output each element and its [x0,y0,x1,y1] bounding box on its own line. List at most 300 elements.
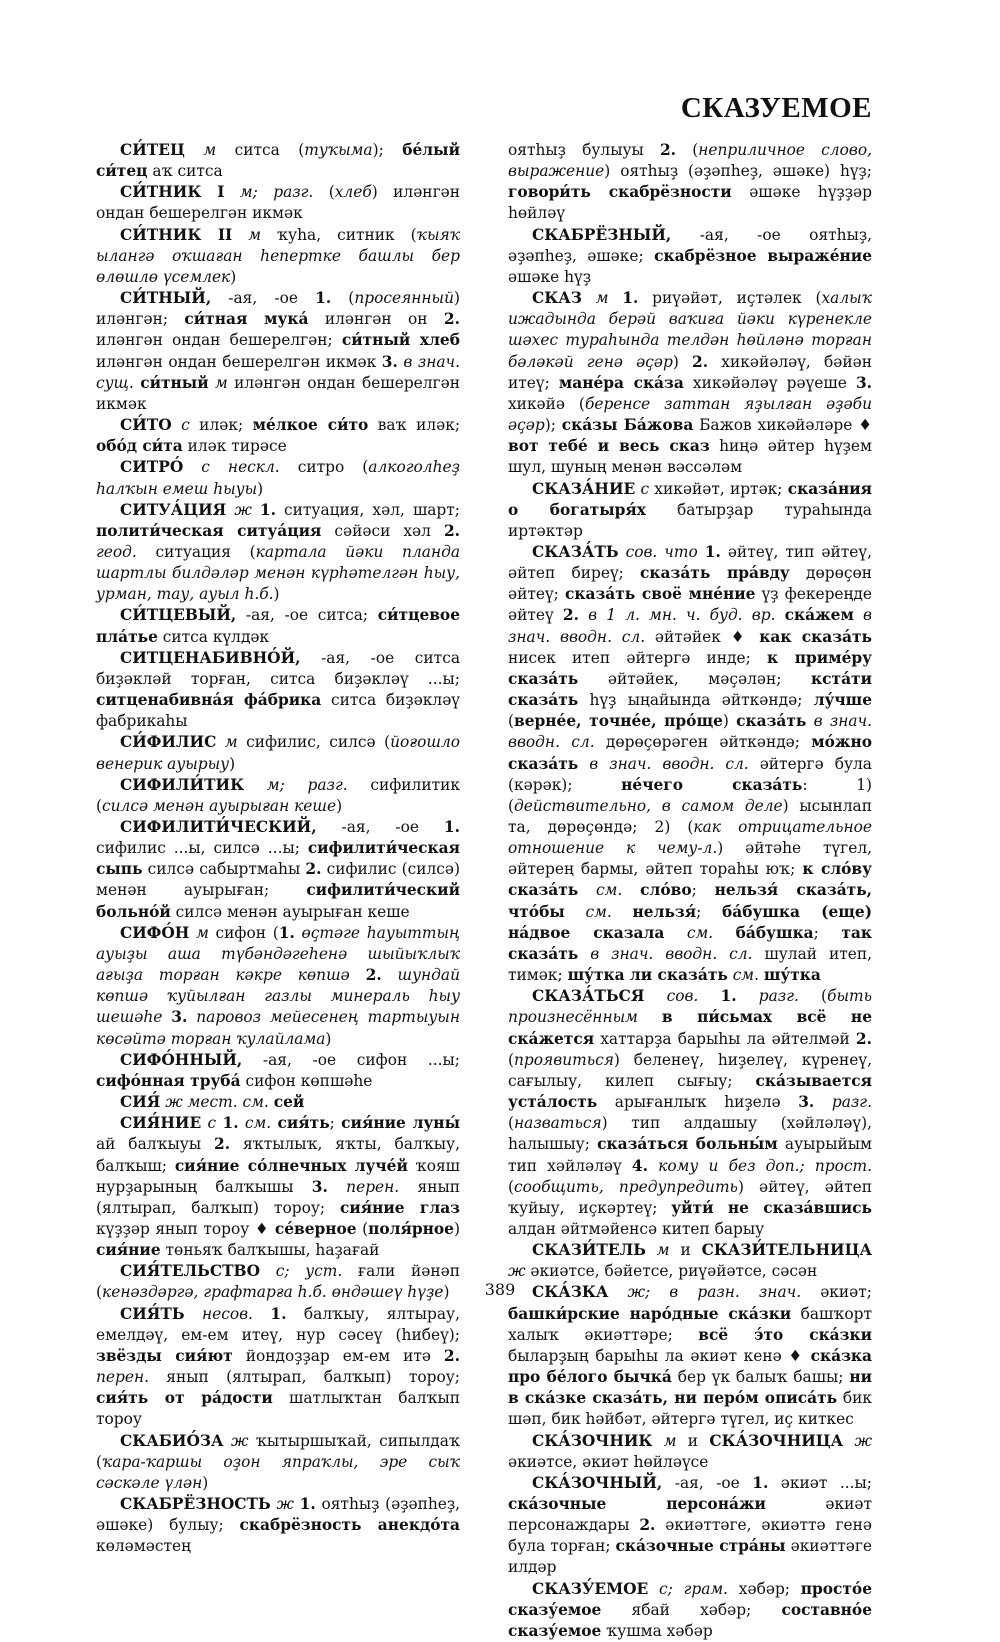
definition-text: ; [329,1114,342,1133]
example-phrase: всё э́то ска́зки [698,1325,873,1344]
headword: СИЯ́ТЬ [120,1304,185,1323]
definition-text: әйтергә була (кәрәк); [508,754,872,794]
grammar-note: кому и без доп.; прост. [647,1156,872,1175]
example-phrase: 2. [443,310,460,329]
grammar-note: назваться [514,1114,602,1133]
definition-text: ( [356,1219,369,1238]
example-phrase: 2. [855,1029,872,1048]
grammar-note: с [171,416,190,435]
dictionary-entry [508,1579,872,1642]
definition-text: шулай итеп, тимәк; [508,944,872,985]
dictionary-entry [96,1494,460,1557]
example-phrase: сей [273,1093,305,1112]
grammar-note: в знач. вводн. сл. [508,712,872,752]
example-phrase: звёзды сия́ют [96,1346,233,1365]
definition-text: ) тип алдашыу (хәйләләү), һалышыу; [508,1114,872,1154]
example-phrase: 2. [692,352,709,371]
definition-text: ( [508,1050,515,1069]
example-phrase: к сло́ву сказа́ть [508,860,872,900]
definition-text: -ая, -ое ситса биҙәкләй торған, ситса биҙәкләү ...ы; [96,648,460,688]
example-phrase: ска́зочные персона́жи [508,1495,766,1513]
definition-text [698,543,705,561]
headword: СИЯ́ [120,1093,161,1112]
example-phrase: ска́зка про бе́лого бычка́ [508,1346,872,1387]
headword: СИФИЛИ́ТИК [120,775,245,794]
definition-text: сифилис (силсә) менән ауырыған; [96,860,461,900]
definition-text: -ая, -ое [662,1473,753,1492]
definition-text: хикәйәт, иртәк; [649,479,788,498]
grammar-note: ж; в разн. знач. [608,1283,802,1302]
definition-text: ( [508,1114,515,1133]
example-phrase: бе́лый си́тец [96,141,460,181]
definition-text: дөрөҫөрәген әйткәндә; [594,733,812,752]
definition-text: ( [798,987,828,1006]
example-phrase: си́тный хлеб [341,331,460,350]
example-phrase: не́чего сказа́ть [621,775,803,794]
example-phrase: башки́рские наро́дные ска́зки [508,1304,792,1323]
definition-text: ситса күлдәк [157,627,270,646]
definition-text: иләк; [189,416,253,435]
headword: СИ́ФИЛИС [120,733,217,752]
example-phrase: 2. [443,1346,460,1365]
definition-text: оятһыҙ булыуы [508,141,660,159]
definition-text: нисек итеп әйтергә инде; [508,648,768,667]
definition-text: әшәке һүҙ [508,267,592,286]
definition-text: ситро ( [279,458,369,477]
definition-text: әкиәттәге илдәр [508,1537,872,1577]
definition-text: -ая, -ое ситса; [236,606,378,625]
example-phrase: полити́ческая ситуа́ция [96,521,322,540]
example-phrase: нельзя́ сказа́ть, что́бы [508,881,873,921]
example-phrase: ска́зочные стра́ны [615,1537,786,1556]
headword: СИФИЛИТИ́ЧЕСКИЙ, [120,818,317,836]
definition-text: ( [676,141,699,159]
dictionary-entry [96,500,460,606]
headword: СИЯ́НИЕ [120,1114,202,1133]
definition-text: сифилитик ( [96,775,460,815]
grammar-note: паровоз мейесенең тартыуын көсәйтә торған ҡулайлама [96,1008,460,1048]
grammar-note: ж [508,1262,526,1281]
grammar-note: в знач. вводн. сл. [578,944,753,963]
definition-text: балҡыу, ялтырау, емелдәү, ем-ем итеү, нур сәсеү (һибеү); [96,1304,460,1344]
dictionary-entry [96,605,460,647]
example-phrase: 1. [270,1304,287,1323]
grammar-note: м; разг. [224,183,314,202]
definition-text [612,903,633,921]
example-phrase: 1. [259,500,276,519]
definition-text: әйтәйек, мәҫәлән; [578,669,812,688]
definition-text: башҡорт халыҡ әкиәттәре; [508,1304,873,1344]
definition-text: сәйәси хәл [321,521,444,540]
grammar-note: в знач. вводн. сл. [578,754,749,773]
definition-text: яҡтылыҡ, яҡты, балҡыу, балҡыш; [96,1135,460,1175]
definition-text: ҡушма хәбәр [601,1621,713,1640]
grammar-note: действительно, в самом деле [514,796,783,815]
grammar-note: ҡыяҡ ылангә оҡшаған һепертке башлы бер өлөшлө үсемлек [96,225,460,286]
grammar-note: ж [226,500,252,519]
headword: СИ́ТНИК II [120,225,233,244]
grammar-note: как отрицательное отношение к чему-л. [508,818,872,858]
headword: СИТЦЕНАБИВНО́Й, [120,648,301,667]
definition-text: ) [230,267,237,286]
example-phrase: 2. [639,1516,656,1535]
example-phrase: сифилити́ческий больно́й [96,881,460,921]
headword: СИФО́Н [120,923,190,942]
definition-text: ) оятһыҙ (әҙәпһеҙ, әшәке) һүҙ; [604,162,872,181]
definition-text: әйтеү, тип әйтеү, әйтеп биреү; [508,542,872,583]
definition-text: сифон көпшәһе [240,1071,373,1090]
definition-text: батырҙар тураһында иртәктәр [508,500,872,540]
grammar-note: м [581,289,609,308]
definition-text: әкиәт персонаждары [508,1495,872,1535]
definition-text: янып (ялтырап, балҡып) тороу; [96,1177,460,1217]
definition-text: дөрөҫөн әйтеү; [508,564,872,604]
definition-text: ; [696,902,722,921]
headword: СИТРО́ [120,458,184,477]
grammar-note: с; уст. [259,1262,343,1281]
grammar-note: см. [238,1114,272,1133]
grammar-note: м [645,1241,670,1260]
grammar-note: сов. что [618,542,698,561]
example-phrase: скабрёзное выраже́ние [654,246,872,265]
definition-text [295,924,302,942]
grammar-note: см. [664,923,714,942]
definition-text: иләнгән ондан бешерелгән икмәк [96,373,460,413]
headword: СКА́ЗКА [532,1283,609,1302]
example-phrase: сия́ть [277,1114,330,1133]
example-phrase: в пи́сьмах всё не ска́жется [508,1008,872,1048]
definition-text: бер үк балыҡ башы; [671,1368,850,1387]
definition-text: ( [331,289,355,308]
grammar-note: см. [578,881,623,900]
example-phrase: сифо́нная труба́ [96,1071,241,1090]
definition-text: -ая, -ое [316,818,444,836]
example-phrase: 3. [311,1177,328,1196]
grammar-note: м [216,733,238,752]
headword: СКАЗА́ТЬСЯ [532,987,645,1006]
headword: СКА́ЗОЧНЫЙ, [532,1473,663,1492]
grammar-note: ж [223,1431,249,1450]
grammar-note: быть произнесённым [508,987,872,1027]
definition-text: ( [313,183,335,202]
grammar-note: с [635,479,650,498]
definition-text: -ая, -ое сифон ...ы; [242,1050,460,1069]
definition-text: әкиәт; [801,1283,872,1302]
definition-text: аҡ ситса [147,162,223,181]
grammar-note: шундай көпшә ҡуйылған газлы минераль һыу шешәһе [96,966,460,1027]
headword: СИФО́ННЫЙ, [120,1050,243,1069]
definition-text: әйтәйек ♦ [645,627,760,646]
grammar-note: см. [727,966,759,985]
example-phrase: сказа́ния о богатыря́х [508,479,873,519]
definition-text [776,606,785,624]
grammar-note: перен. [96,1368,150,1387]
dictionary-entry [96,923,460,1050]
headword: СКАЗИ́ТЕЛЬ [532,1241,646,1260]
grammar-note: ҡара-ҡаршы оҙон япраҡлы, эре сыҡ сәскәле үлән [96,1452,460,1492]
grammar-note: ж [270,1495,294,1513]
definition-text [608,289,622,307]
grammar-note: м [189,923,209,942]
grammar-note: с нескл. [183,458,280,477]
example-phrase: 1. [622,289,639,308]
example-phrase: 1. [315,289,332,308]
definition-text [698,987,720,1005]
definition-text: һүҙ ыңайында әйткәндә; [578,691,814,710]
definition-text: иләнгән ондан бешерелгән икмәк [96,352,382,371]
grammar-note: хлеб [334,183,372,202]
definition-text: ( [508,1177,515,1196]
grammar-note: в 1 л. мн. ч. буд. вр. [578,606,776,625]
definition-text [622,881,640,899]
grammar-note: несов. [184,1304,253,1323]
grammar-note: сообщить, предупредить [514,1177,738,1196]
definition-text: ғали йәнәп ( [96,1262,460,1302]
example-phrase: шу́тка [763,966,821,985]
grammar-note: сов. [644,987,699,1006]
headword: СКАБРЁЗНОСТЬ [120,1495,271,1513]
definition-text [713,924,736,942]
example-phrase: си́тцевое пла́тье [96,606,460,646]
dictionary-entry [508,479,872,542]
dictionary-entry [96,1050,460,1092]
example-phrase: ска́зы Ба́жова [561,416,694,435]
example-phrase: 1. [222,1114,239,1133]
grammar-note: туҡыма [304,141,373,159]
definition-text: ваҡ иләк; [368,416,461,435]
definition-text: Бажов хикәйәләре ♦ [693,416,872,435]
definition-text: ҡытыршыҡай, сипылдаҡ ( [96,1431,460,1471]
right-column [508,140,872,1642]
headword: СКАЗУ́ЕМОЕ [532,1579,649,1598]
definition-text: ) [336,796,343,815]
headword: СКАБИО́ЗА [120,1431,224,1450]
grammar-note: разг. [736,987,799,1006]
dictionary-entry [96,288,460,415]
example-phrase: 1. [443,818,460,836]
grammar-note: кенәздәргә, графтарға һ.б. өндәшеү һүҙе [102,1283,444,1302]
headword: СКАБРЁЗНЫЙ, [532,225,672,244]
example-phrase: сия́ние луны́ [341,1114,460,1133]
definition-text: сифилис, силсә ( [237,733,391,752]
definition-text: ҡуһа, ситник ( [261,225,417,244]
definition-text: шатлыҡтан балҡып тороу [96,1389,460,1429]
running-head: СКАЗУЕМОЕ [680,92,872,124]
definition-text: ; [813,923,842,942]
example-phrase: си́тная мука́ [184,310,309,329]
example-phrase: верне́е, точне́е, про́ще [514,712,723,731]
headword: СИ́ТЦЕВЫЙ, [120,606,237,625]
definition-text: ай балҡыуы [96,1135,214,1154]
dictionary-entry [96,140,460,182]
dictionary-entry [96,648,460,733]
example-phrase: ска́жем [784,606,854,625]
dictionary-entry [96,1092,460,1113]
definition-text: хикәйәләү, бәйән итеү; [508,352,872,392]
example-phrase: сказа́ть своё мне́ние [565,585,756,604]
definition-text [252,501,260,519]
grammar-note: разг. [814,1093,872,1112]
definition-text: ); [372,141,403,159]
dictionary-entry [96,225,460,288]
grammar-note: өҫтәге һауыттың ауыҙы аша түбәндәгеһенә шыйыҡлыҡ ағыҙа торған кәкре көпшә [96,923,460,985]
example-phrase: сказа́ться больны́м [597,1135,778,1154]
definition-text: ) [453,1219,460,1238]
example-phrase: ба́бушка [735,923,814,942]
definition-text: иләнгән ондан бешерелгән; [96,331,342,350]
dictionary-entry [508,1282,872,1430]
dictionary-entry [508,140,872,225]
example-phrase: кста́ти сказа́ть [508,669,872,710]
definition-text: риүәйәт, иҫтәлек ( [638,289,822,308]
headword: СКА́ЗОЧНИЦА [709,1431,844,1450]
example-phrase: 2. [562,606,579,625]
example-phrase: мане́ра ска́за [558,373,684,392]
example-phrase: сия́ние глаз [339,1198,460,1217]
example-phrase: си́тный [140,373,209,392]
definition-text: күҙҙәр янып тороу ♦ [96,1219,275,1238]
definition-text: ) [257,479,264,498]
definition-text: йондоҙҙар ем-ем итә [232,1346,444,1365]
definition-text: ) әйтеү, әйтеп ҡуйыу, иҫкәртеү; [508,1177,872,1217]
example-phrase: сифилити́ческая сыпь [96,839,460,879]
definition-text: оятһыҙ (әҙәпһеҙ, әшәке) булыу; [96,1495,460,1535]
dictionary-entry [96,182,460,224]
definition-text: иләнгән он [308,310,444,329]
example-phrase: сия́ть от ра́дости [96,1389,273,1408]
grammar-note: в знач. вводн. сл. [508,606,872,646]
dictionary-entry [96,1113,460,1261]
headword: СКАЗ [532,289,582,308]
definition-text: и [676,1431,710,1450]
dictionary-entry [96,1304,460,1431]
definition-text: хәбәр; [728,1579,801,1598]
grammar-note: ж [843,1431,872,1450]
headword: СКАЗА́НИЕ [532,479,636,498]
definition-text: көләмәстең [96,1537,191,1556]
example-phrase: 2. [214,1135,231,1154]
example-phrase: 3. [798,1093,815,1112]
definition-text: силсә менән ауырыған кеше [170,902,410,921]
definition-text: -ая, -ое [211,289,316,308]
example-phrase: составно́е сказу́емое [508,1600,872,1640]
example-phrase: сло́во [640,881,692,900]
definition-text: ) [672,352,693,371]
definition-text [350,966,366,984]
dictionary-entry [508,1431,872,1473]
grammar-note: с [201,1114,217,1133]
definition-text [187,1008,196,1026]
grammar-note: проявиться [514,1050,614,1069]
example-phrase: 4. [631,1156,648,1175]
example-phrase: ни в ска́зке сказа́ть, ни перо́м описа́ть [508,1368,872,1408]
example-phrase: ска́зывается уста́лость [508,1071,872,1112]
definition-text: төньяҡ балҡышы, һаҙағай [160,1241,380,1260]
definition-text: ) иләнгән; [96,289,460,329]
example-phrase: 2. [365,966,382,985]
grammar-note: см. [564,902,612,921]
grammar-note: неприличное слово, выражение [508,141,872,181]
definition-text: ) [273,585,280,604]
definition-text [638,1008,662,1026]
example-phrase: 3. [855,373,873,392]
example-phrase: 1. [278,923,295,942]
dictionary-entry [508,542,872,986]
dictionary-entry [508,986,872,1240]
example-phrase: сия́ние [96,1241,161,1260]
example-phrase: 1. [720,987,737,1006]
definition-text: бик шәп, бик һәйбәт, әйтергә түгел, иҫ киткес [508,1389,872,1429]
definition-text: янып (ялтырап, балҡып) тороу; [149,1368,460,1387]
example-phrase: уйти́ не сказа́вшись [671,1198,872,1217]
definition-text: ҡояш нурҙарының балҡышы [96,1156,460,1196]
example-phrase: говори́ть скабрёзности [508,183,732,202]
example-phrase: поля́рное [368,1219,454,1238]
example-phrase: сказа́ть [736,712,807,731]
example-phrase: скабрёзность анекдо́та [239,1516,460,1535]
definition-text: -ая, -ое оятһыҙ, әҙәпһеҙ, әшәке; [508,225,872,265]
example-phrase: сказа́ть пра́вду [640,564,790,583]
grammar-note: йоғошло венерик ауырыу [96,733,461,773]
example-phrase: 2. [443,521,461,540]
dictionary-entry [96,457,460,499]
headword: СИТУА́ЦИЯ [120,500,227,519]
example-phrase: сия́ние со́лнечных луче́й [174,1156,408,1175]
definition-text: ) [443,1283,450,1302]
grammar-note: беренсе заттан яҙылған әҙәби әҫәр [508,394,872,435]
example-phrase: 2. [659,141,677,159]
definition-text: үҙ фекереңде әйтеү [508,585,872,625]
definition-text: ябай хәбәр; [601,1600,782,1619]
example-phrase: вот тебе́ и весь сказ [508,437,710,456]
dictionary-entry [96,732,460,774]
example-phrase: 1. [299,1495,316,1513]
headword: СИ́ТО [120,416,172,435]
definition-text: ситса биҙәкләү фабрикаһы [96,691,460,731]
example-phrase: к приме́ру сказа́ть [508,648,872,688]
headword: СИ́ТЕЦ [120,141,185,159]
definition-text: ) әйтәһе түгел, әйтерең бармы, әйтеп тораһы юҡ; [508,839,872,879]
definition-text: ) беленеү, һиҙелеү, күренеү, сағылыу, килеп сығыу; [508,1050,872,1090]
headword: СИ́ТНИК I [120,183,225,202]
grammar-note: просеянный [354,289,454,308]
headword: СКАЗИ́ТЕЛЬНИЦА [701,1241,872,1260]
definition-text: хаттарҙа барыһы ла әйтелмәй [594,1029,856,1048]
grammar-note: алкоголһеҙ һалҡын емеш һыуы [96,458,460,498]
definition-text: әкиәт ...ы; [768,1473,872,1492]
definition-text: сифилис ...ы, силсә ...ы; [96,839,308,858]
grammar-note: силсә менән ауырыған кеше [102,796,337,815]
example-phrase: так сказа́ть [508,923,872,963]
grammar-note: м [652,1431,677,1450]
dictionary-entry [96,775,460,817]
example-phrase: ме́лкое си́то [252,416,369,435]
definition-text: ; [691,881,715,900]
definition-text: и [669,1241,702,1260]
example-phrase: ба́бушка (еще) на́двое сказала [508,902,872,942]
grammar-note: м [184,141,217,159]
definition-text: әкиәттәге, әкиәттә генә була торған; [508,1516,873,1556]
definition-text: ауырыйым тип хәйләләү [508,1135,872,1175]
definition-text: ) [325,1029,332,1048]
definition-text: һиңә әйтер һүҙем шул, шуның менән вәссәләм [508,437,873,477]
example-phrase: лу́чше [813,691,872,710]
example-phrase: 3. [171,1008,188,1027]
definition-text: ( [508,712,515,731]
headword: СКА́ЗОЧНИК [532,1431,653,1450]
dictionary-entry [96,817,460,923]
definition-text [253,1305,270,1323]
